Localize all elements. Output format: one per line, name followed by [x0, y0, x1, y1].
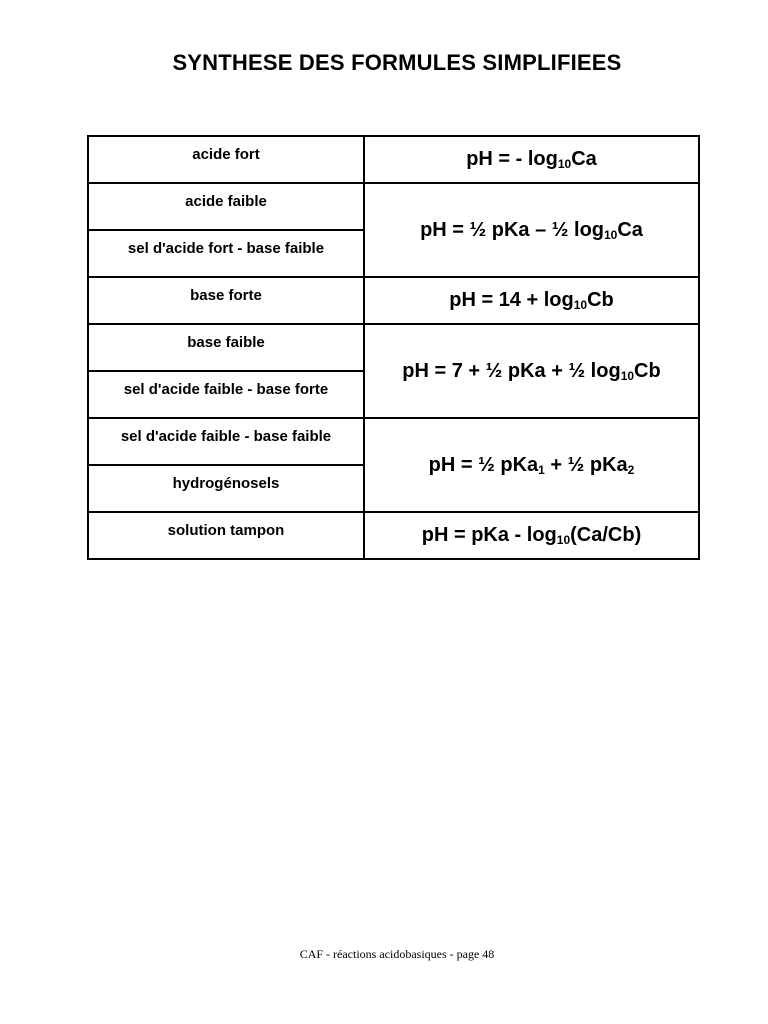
case-label-base-forte: base forte [88, 277, 364, 324]
page-title: SYNTHESE DES FORMULES SIMPLIFIEES [172, 50, 622, 75]
table-row [88, 512, 699, 559]
table-row [88, 136, 699, 183]
case-label-sel-acide-faible-base-forte: sel d'acide faible - base forte [88, 371, 364, 418]
case-label-hydrogenosels: hydrogénosels [88, 465, 364, 512]
case-label-solution-tampon: solution tampon [88, 512, 364, 559]
page-footer: CAF - réactions acidobasiques - page 48 [299, 947, 495, 961]
case-label-acide-faible: acide faible [88, 183, 364, 230]
formula-base-forte: pH = $14 + \log_{10}Cb$ [449, 289, 614, 312]
formula-acide-faible: pH = ½ pKa – ½ $\log_{10}Ca$ [420, 218, 643, 242]
formula-solution-tampon: pH = pKa - $\log_{10}(Ca/Cb)$ [421, 524, 642, 547]
table-row [88, 418, 699, 465]
formula-sel-acide-faible-base-faible: pH = ½ pKa$_1$ + ½ pKa$_2$ [428, 453, 635, 477]
case-label-sel-acide-fort-base-faible: sel d'acide fort - base faible [88, 230, 364, 277]
formula-summary-table [87, 135, 700, 560]
formula-cell-acide-fort [364, 136, 699, 183]
formula-cell-sel-acide-faible-base-faible [364, 418, 699, 512]
formula-acide-fort: pH = - $\log_{10}Ca$ [466, 148, 597, 171]
formula-cell-base-faible [364, 324, 699, 418]
formula-cell-acide-faible [364, 183, 699, 277]
case-label-sel-acide-faible-base-faible: sel d'acide faible - base faible [88, 418, 364, 465]
table-row [88, 183, 699, 230]
case-label-acide-fort: acide fort [88, 136, 364, 183]
table-row [88, 324, 699, 371]
table-row [88, 277, 699, 324]
formula-base-faible: pH = 7 + ½ pKa + ½ $\log_{10}Cb$ [402, 359, 661, 383]
case-label-base-faible: base faible [88, 324, 364, 371]
formula-cell-solution-tampon [364, 512, 699, 559]
formula-cell-base-forte [364, 277, 699, 324]
